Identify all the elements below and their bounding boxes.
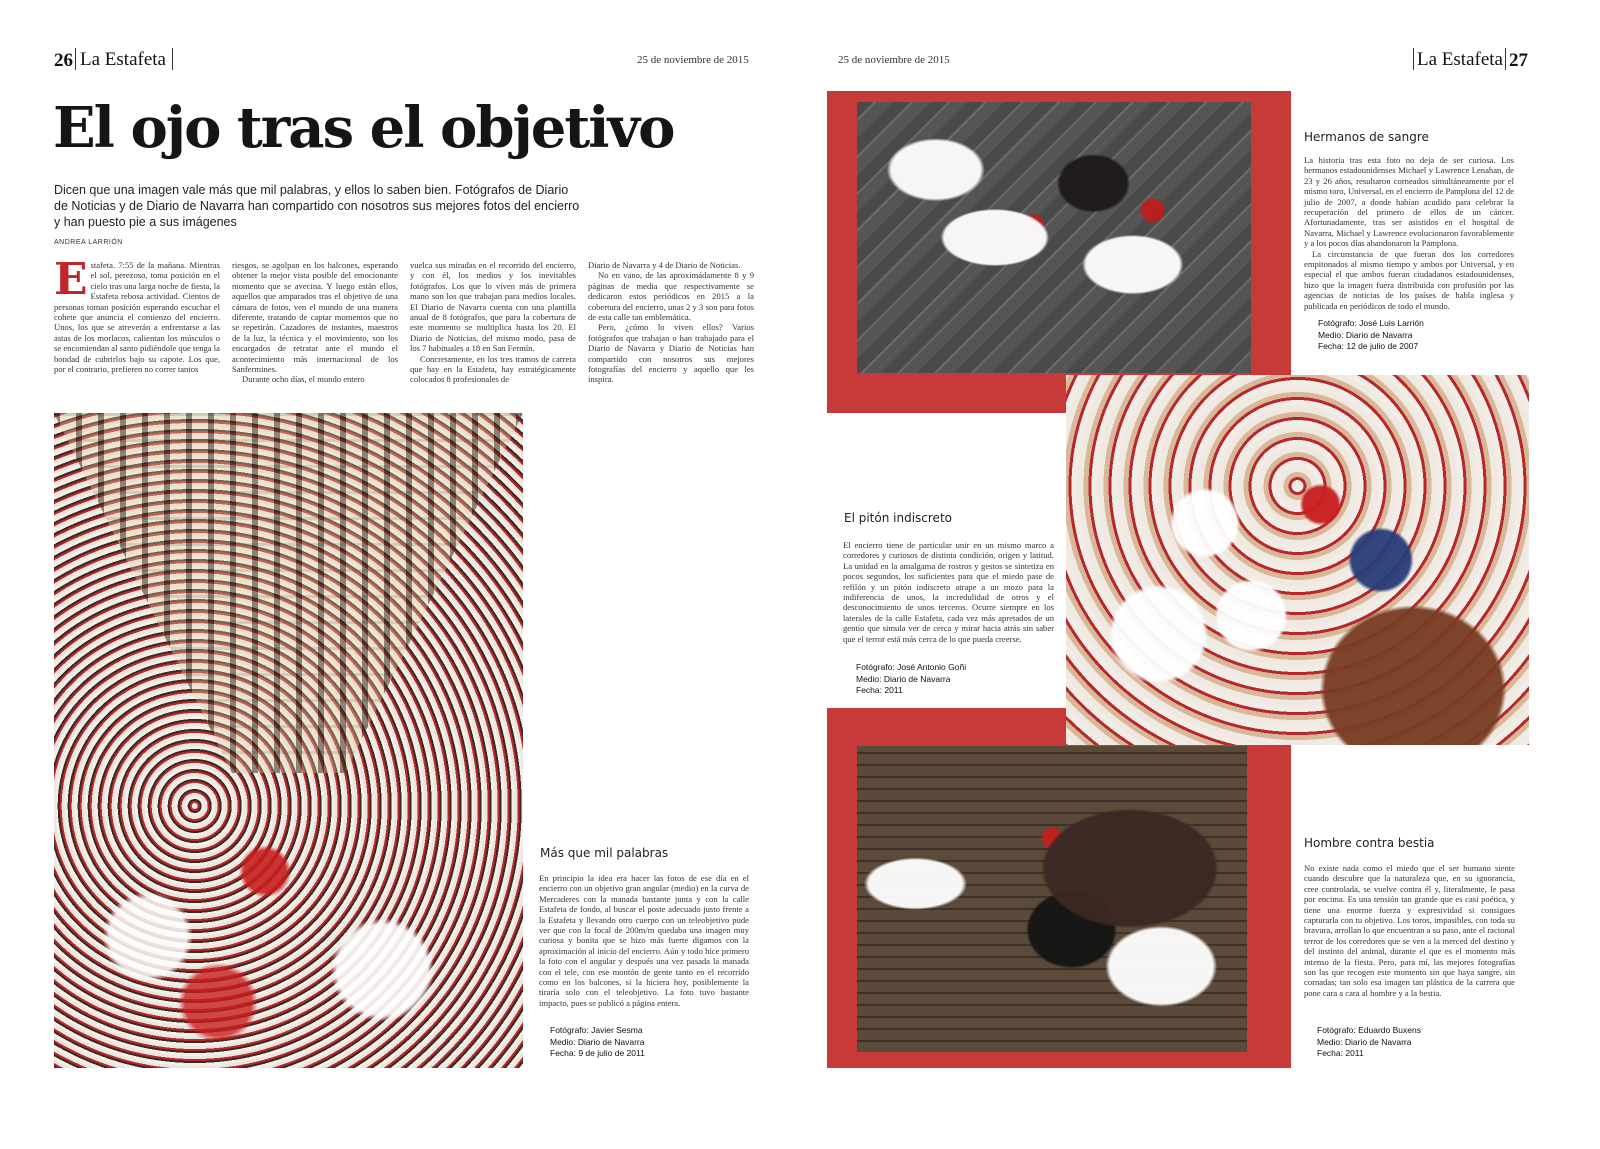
paragraph: Concretamente, en los tres tramos de carrera que hay en la Estafeta, hay estratégicamente colocados 8 profesionales de xyxy=(410,353,576,385)
section-body-hombre-contra-bestia xyxy=(1304,863,1515,998)
credit-date: Fecha: 9 de julio de 2011 xyxy=(550,1048,645,1058)
paragraph: riesgos, se agolpan en los balcones, esperando obtener la mejor vista posible del emocionante momento que se avecina. Y luego están ellos, aquellos que amparados tras el objetivo de una cámara de fotos, ven el mundo de una manera diferente, tratando de captar momentos que no se repetirán. Cazadores de instantes, maestros de la luz, la técnica y el movimiento, son los encargados de retratar ante el mundo el acontecimiento más internacional de los Sanfermines. xyxy=(232,260,398,375)
runners-falling-photo xyxy=(857,102,1251,373)
credit-photographer: Fotógrafo: Javier Sesma xyxy=(550,1025,643,1035)
article-column-4 xyxy=(588,260,754,385)
credit-photographer: Fotógrafo: Eduardo Buxens xyxy=(1317,1025,1421,1035)
section-title-hermanos-de-sangre: Hermanos de sangre xyxy=(1304,130,1429,144)
section-body-mas-que-mil-palabras xyxy=(539,873,749,1008)
credit-date: Fecha: 2011 xyxy=(856,685,903,695)
paragraph: El encierro tiene de particular unir en un mismo marco a corredores y curiosos de distinta condición, origen y latitud. La unidad en la amalgama de rostros y gestos se sintetiza en pocos segundos, los suficientes para que el miedo pase de refilón y un pitón indiscreto atrape a un mozo para la indiferencia de unos, la incredulidad de otros y el desconocimiento de unos terceros. Ocurre siempre en los laterales de la calle Estafeta, cada vez más apretados de un gentío que simula ver de cerca y mirar hacia atrás sin saber que el terror está más cerca de lo que pueda creerse. xyxy=(843,540,1054,644)
byline: ANDREA LARRIÓN xyxy=(54,239,123,246)
section-title-hombre-contra-bestia: Hombre contra bestia xyxy=(1304,836,1435,850)
section-body-el-piton-indiscreto xyxy=(843,540,1054,644)
section-title-mas-que-mil-palabras: Más que mil palabras xyxy=(540,846,669,860)
paragraph: Diario de Navarra y 4 de Diario de Noticias. xyxy=(588,260,741,270)
paragraph: La circunstancia de que fueran dos los corredores empitonados al mismo tiempo y ambos por Universal, y en especial el que ambos fueran ciudadanos estadounidenses, hizo que la imagen fuera distribuida con profusión por las agencias de noticias de los países de habla inglesa y publicada en periódicos de todo el mundo. xyxy=(1304,248,1514,311)
publication-name-right: La Estafeta xyxy=(1417,49,1503,70)
credit-outlet: Medio: Diario de Navarra xyxy=(1318,329,1413,340)
credit-outlet: Medio: Diario de Navarra xyxy=(1317,1036,1412,1047)
crowd-on-estafeta-street-photo xyxy=(54,413,523,1068)
credit-photographer: Fotógrafo: José Luis Larrión xyxy=(1318,318,1424,328)
article-column-1 xyxy=(54,254,220,375)
deck: Dicen que una imagen vale más que mil palabras, y ellos lo saben bien. Fotógrafos de Diario de Noticias y de Diario de Navarra han compartido con nosotros sus mejores fotos del encierro y han puesto pie a sus imágenes xyxy=(54,183,580,229)
photo-credits-larrion xyxy=(1318,318,1424,353)
issue-date-right: 25 de noviembre de 2015 xyxy=(838,54,950,66)
article-column-2 xyxy=(232,260,398,385)
paragraph: No en vano, de las aproximádamente 8 y 9 páginas de media que respectivamente se dedicaron estos periódicos en 2015 a la cobertura del encierro, unas 2 y 3 son para fotos de esta calle tan emblemática. xyxy=(588,270,754,323)
photo-credits-sesma xyxy=(550,1025,645,1060)
bull-horns-over-runner-photo xyxy=(857,746,1247,1052)
paragraph: No existe nada como el miedo que el ser humano siente cuando descubre que la naturaleza que, en su ignorancia, cree controlada, se vuelve contra él y, literalmente, le pasa por encima. Es una tensión tan grande que es casi poética, y tiene una enorme fuerza y expresividad si consigues capturarla con tu objetivo. Los toros, impasibles, con toda su bravura, arrollan lo que encuentran a su paso, ante el racional terror de los corredores que se ven a la merced del destino y del instinto del animal, durante el que es el momento más intenso de la fiesta. Pero, para mí, las mejores fotografías son las que recogen este momento sin que haya sangre, sin cornadas; tan solo esa imagen tan plástica de la carrera que pone cara a cara al hombre y a la bestia. xyxy=(1304,863,1515,998)
paragraph: La historia tras esta foto no deja de ser curiosa. Los hermanos estadounidenses Michael y Lawrence Lenahan, de 23 y 26 años, resultaron corneados simultáneamente por el mismo toro, Universal, en el encierro de Pamplona del 12 de julio de 2007, a donde habían acudido para celebrar la recuperación del primero de ellos de un cáncer. Afortunadamente, tras ser asistidos en el hospital de Navarra, Michael y Lawrence evolucionaron favorablemente y a los pocos días abandonaron la Pamplona. xyxy=(1304,155,1514,249)
credit-date: Fecha: 2011 xyxy=(1317,1048,1364,1058)
paragraph: Durante ocho días, el mundo entero xyxy=(242,374,365,385)
paragraph: vuelca sus miradas en el recorrido del encierro, y con él, los medios y los inevitables fotógrafos. Los que lo viven más de primera mano son los que trabajan para medios locales. El Diario de Navarra cuenta con una plantilla anual de 8 fotógrafos, que para la cobertura de este momento se multiplica hasta los 20. El Diario de Noticias, del mismo modo, pasa de los 7 habituales a 18 en San Fermín. xyxy=(410,260,576,354)
paragraph: Pero, ¿cómo lo viven ellos? Varios fotógrafos que trabajan o han trabajado para el Diario de Navarra y Diario de Noticias han compartido con nosotros sus mejores fotografías del encierro y aquello que les inspira. xyxy=(588,322,754,385)
issue-date-left: 25 de noviembre de 2015 xyxy=(637,54,749,66)
headline: El ojo tras el objetivo xyxy=(53,95,674,161)
publication-name-left: La Estafeta xyxy=(80,49,166,70)
photo-credits-goni xyxy=(856,662,966,697)
credit-photographer: Fotógrafo: José Antonio Goñi xyxy=(856,662,967,672)
paragraph: stafeta. 7:55 de la mañana. Mientras el sol, perezoso, toma posición en el cielo tras una larga noche de fiesta, la Estafeta rebosa actividad. Cientos de personas toman posición esperando escuchar el cohete que anuncia el comienzo del encierro. Unos, los que se atreverán a enfrentarse a las astas de los morlacos, calientan los músculos o se encomiendan al santo pidiéndole que tenga la bondad de cubrirlos bajo su capote. Los que, por el contrario, prefieren no correr tantos xyxy=(54,260,220,375)
credit-outlet: Medio: Diario de Navarra xyxy=(856,673,951,684)
page-number-left: 26 xyxy=(54,50,73,71)
paragraph: En principio la idea era hacer las fotos de ese día en el encierro con un objetivo gran angular (medio) en la curva de Mercaderes con la manada bastante junta y con la calle Estafeta de fondo, al buscar el poste adecuado justo frente a la Estafeta y llevando otro cuerpo con un teleobjetivo pude ver que con la focal de 200m/m quedaba una imagen muy curiosa y bonita que se hizo más fuerte digamos con la aproximación al inicio del encierro. Aún y todo hice primero la foto con el angular y después una vez pasada la manada con el tele, con ese montón de gente tanto en el recorrido como en los balcones, si la hiciera hoy, posiblemente la tiraría solo con el teleobjetivo. La foto tuvo bastante impacto, pues se publicó a página entera. xyxy=(539,873,749,1008)
header-divider xyxy=(172,48,173,70)
credit-outlet: Medio: Diario de Navarra xyxy=(550,1036,645,1047)
article-column-3 xyxy=(410,260,576,385)
header-divider xyxy=(1505,48,1506,70)
photo-credits-buxens xyxy=(1317,1025,1421,1060)
header-divider xyxy=(75,48,76,70)
drop-cap: E xyxy=(54,254,88,305)
header-divider xyxy=(1413,48,1414,70)
bull-among-runners-photo xyxy=(1066,375,1529,745)
page-number-right: 27 xyxy=(1509,50,1528,71)
credit-date: Fecha: 12 de julio de 2007 xyxy=(1318,341,1419,351)
section-title-el-piton-indiscreto: El pitón indiscreto xyxy=(844,511,952,525)
section-body-hermanos-de-sangre xyxy=(1304,155,1514,311)
